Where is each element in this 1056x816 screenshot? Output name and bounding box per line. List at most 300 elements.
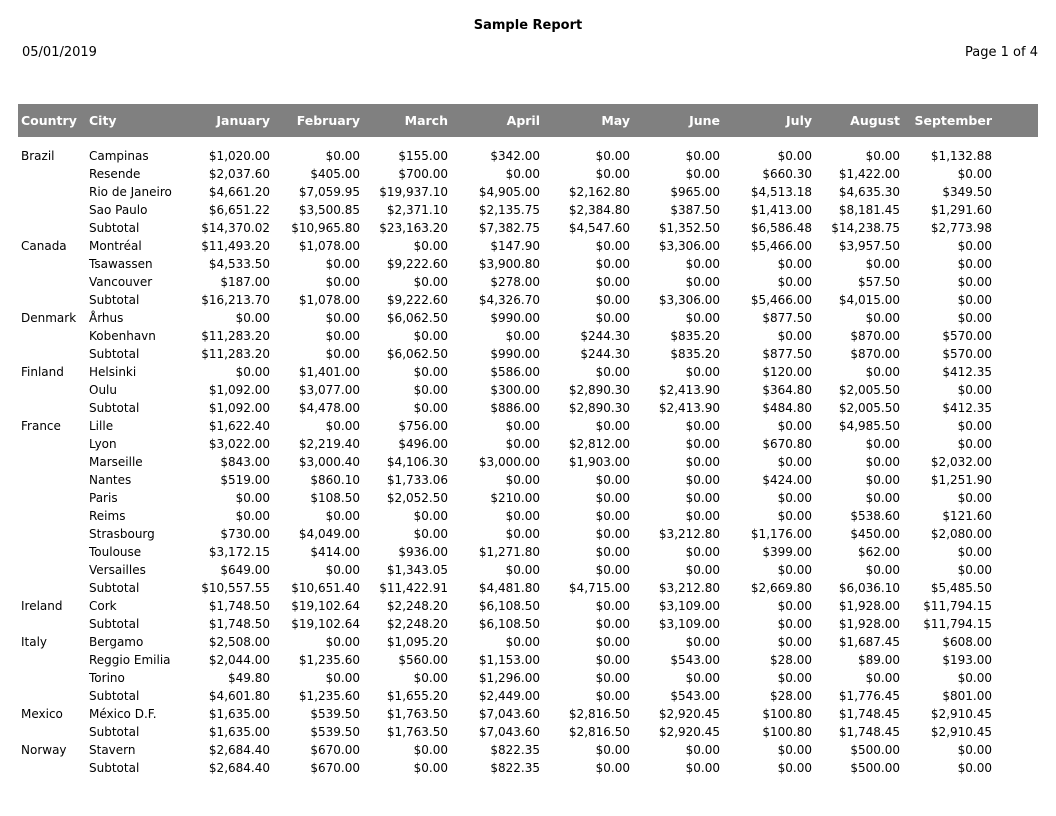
table-row [18, 417, 1038, 435]
value-cell: $0.00 [505, 437, 540, 451]
value-cell: $500.00 [850, 761, 900, 775]
value-cell: $670.00 [310, 761, 360, 775]
column-header-country: Country [18, 104, 86, 137]
country-cell [18, 687, 86, 705]
value-cell: $1,095.20 [386, 635, 448, 649]
value-cell: $342.00 [490, 149, 540, 163]
table-row [18, 543, 1038, 561]
value-cell: $0.00 [777, 491, 812, 505]
value-cell: $822.35 [490, 761, 540, 775]
column-header-july: July [722, 104, 814, 137]
value-cell: $2,248.20 [386, 617, 448, 631]
value-cell: $10,557.55 [201, 581, 270, 595]
value-cell: $539.50 [310, 725, 360, 739]
column-header-january: January [180, 104, 272, 137]
value-cell: $0.00 [957, 545, 992, 559]
value-cell: $0.00 [685, 419, 720, 433]
value-cell: $0.00 [957, 491, 992, 505]
value-cell: $0.00 [685, 671, 720, 685]
value-cell: $756.00 [398, 419, 448, 433]
value-cell: $0.00 [777, 275, 812, 289]
value-cell: $0.00 [777, 329, 812, 343]
value-cell: $62.00 [858, 545, 900, 559]
value-cell: $9,222.60 [386, 257, 448, 271]
city-cell: Campinas [89, 149, 149, 163]
value-cell: $0.00 [865, 473, 900, 487]
value-cell: $414.00 [310, 545, 360, 559]
value-cell: $0.00 [685, 149, 720, 163]
value-cell: $3,109.00 [658, 599, 720, 613]
table-row [18, 687, 1038, 705]
country-cell [18, 489, 86, 507]
value-cell: $0.00 [325, 509, 360, 523]
value-cell: $28.00 [770, 653, 812, 667]
value-cell: $0.00 [595, 491, 630, 505]
value-cell: $0.00 [685, 743, 720, 757]
value-cell: $0.00 [595, 635, 630, 649]
value-cell: $6,108.50 [478, 599, 540, 613]
value-cell: $3,306.00 [658, 293, 720, 307]
value-cell: $0.00 [957, 239, 992, 253]
column-header-city: City [86, 104, 180, 137]
value-cell: $3,077.00 [298, 383, 360, 397]
value-cell: $3,212.80 [658, 581, 720, 595]
table-row [18, 183, 1038, 201]
value-cell: $4,049.00 [298, 527, 360, 541]
value-cell: $519.00 [220, 473, 270, 487]
value-cell: $835.20 [670, 347, 720, 361]
value-cell: $0.00 [505, 419, 540, 433]
value-cell: $11,794.15 [923, 617, 992, 631]
value-cell: $0.00 [777, 563, 812, 577]
value-cell: $19,102.64 [291, 617, 360, 631]
value-cell: $0.00 [865, 491, 900, 505]
value-cell: $89.00 [858, 653, 900, 667]
value-cell: $1,092.00 [208, 383, 270, 397]
table-row [18, 453, 1038, 471]
value-cell: $2,032.00 [930, 455, 992, 469]
value-cell: $2,080.00 [930, 527, 992, 541]
value-cell: $0.00 [595, 563, 630, 577]
page-title: Sample Report [473, 18, 583, 33]
value-cell: $1,251.90 [930, 473, 992, 487]
table-row [18, 561, 1038, 579]
table-body [18, 137, 1038, 777]
table-row [18, 705, 1038, 723]
value-cell: $1,352.50 [658, 221, 720, 235]
value-cell: $0.00 [325, 671, 360, 685]
value-cell: $155.00 [398, 149, 448, 163]
value-cell: $1,235.60 [298, 653, 360, 667]
value-cell: $496.00 [398, 437, 448, 451]
city-cell: Versailles [89, 563, 146, 577]
country-cell [18, 399, 86, 417]
value-cell: $3,212.80 [658, 527, 720, 541]
value-cell: $28.00 [770, 689, 812, 703]
value-cell: $539.50 [310, 707, 360, 721]
value-cell: $0.00 [865, 149, 900, 163]
value-cell: $1,235.60 [298, 689, 360, 703]
value-cell: $9,222.60 [386, 293, 448, 307]
value-cell: $0.00 [413, 761, 448, 775]
page-number: Page 1 of 4 [965, 45, 1038, 60]
value-cell: $0.00 [505, 635, 540, 649]
value-cell: $2,005.50 [838, 401, 900, 415]
country-cell [18, 219, 86, 237]
value-cell: $0.00 [595, 509, 630, 523]
value-cell: $1,132.88 [930, 149, 992, 163]
value-cell: $886.00 [490, 401, 540, 415]
value-cell: $0.00 [685, 455, 720, 469]
value-cell: $0.00 [957, 743, 992, 757]
value-cell: $608.00 [942, 635, 992, 649]
value-cell: $1,733.06 [386, 473, 448, 487]
value-cell: $543.00 [670, 689, 720, 703]
value-cell: $2,890.30 [568, 401, 630, 415]
table-row [18, 327, 1038, 345]
value-cell: $0.00 [413, 401, 448, 415]
country-cell [18, 183, 86, 201]
value-cell: $19,102.64 [291, 599, 360, 613]
city-cell: Subtotal [89, 689, 140, 703]
value-cell: $0.00 [413, 383, 448, 397]
city-cell: Kobenhavn [89, 329, 156, 343]
value-cell: $0.00 [865, 257, 900, 271]
value-cell: $0.00 [777, 743, 812, 757]
value-cell: $0.00 [595, 653, 630, 667]
city-cell: Subtotal [89, 581, 140, 595]
country-cell [18, 759, 86, 777]
value-cell: $2,508.00 [208, 635, 270, 649]
value-cell: $5,466.00 [750, 293, 812, 307]
country-cell: Finland [21, 365, 64, 379]
value-cell: $877.50 [762, 347, 812, 361]
value-cell: $1,078.00 [298, 239, 360, 253]
country-cell [18, 327, 86, 345]
value-cell: $0.00 [325, 635, 360, 649]
value-cell: $4,547.60 [568, 221, 630, 235]
value-cell: $4,635.30 [838, 185, 900, 199]
city-cell: Sao Paulo [89, 203, 148, 217]
value-cell: $1,928.00 [838, 599, 900, 613]
city-cell: Nantes [89, 473, 132, 487]
value-cell: $1,903.00 [568, 455, 630, 469]
value-cell: $193.00 [942, 653, 992, 667]
city-cell: Subtotal [89, 761, 140, 775]
value-cell: $0.00 [777, 149, 812, 163]
value-cell: $2,371.10 [386, 203, 448, 217]
value-cell: $730.00 [220, 527, 270, 541]
value-cell: $1,763.50 [386, 725, 448, 739]
value-cell: $2,812.00 [568, 437, 630, 451]
value-cell: $0.00 [685, 473, 720, 487]
table-row [18, 237, 1038, 255]
value-cell: $0.00 [595, 239, 630, 253]
value-cell: $870.00 [850, 347, 900, 361]
value-cell: $0.00 [413, 509, 448, 523]
table-row [18, 219, 1038, 237]
value-cell: $2,413.90 [658, 383, 720, 397]
value-cell: $700.00 [398, 167, 448, 181]
table-row [18, 507, 1038, 525]
value-cell: $405.00 [310, 167, 360, 181]
value-cell: $399.00 [762, 545, 812, 559]
value-cell: $538.60 [850, 509, 900, 523]
value-cell: $0.00 [595, 293, 630, 307]
value-cell: $0.00 [957, 311, 992, 325]
value-cell: $1,401.00 [298, 365, 360, 379]
value-cell: $0.00 [413, 239, 448, 253]
table-row [18, 435, 1038, 453]
table-row [18, 309, 1038, 327]
value-cell: $843.00 [220, 455, 270, 469]
value-cell: $0.00 [595, 617, 630, 631]
city-cell: Cork [89, 599, 117, 613]
country-cell [18, 525, 86, 543]
value-cell: $0.00 [413, 329, 448, 343]
city-cell: Subtotal [89, 347, 140, 361]
value-cell: $244.30 [580, 347, 630, 361]
country-cell [18, 345, 86, 363]
value-cell: $1,635.00 [208, 707, 270, 721]
value-cell: $3,306.00 [658, 239, 720, 253]
value-cell: $4,661.20 [208, 185, 270, 199]
value-cell: $11,283.20 [201, 329, 270, 343]
value-cell: $3,109.00 [658, 617, 720, 631]
table-row [18, 723, 1038, 741]
country-cell: Brazil [21, 149, 55, 163]
column-header-may: May [542, 104, 632, 137]
value-cell: $4,326.70 [478, 293, 540, 307]
country-cell: Canada [21, 239, 67, 253]
value-cell: $11,283.20 [201, 347, 270, 361]
table-row [18, 579, 1038, 597]
value-cell: $0.00 [777, 671, 812, 685]
country-cell [18, 471, 86, 489]
table-row [18, 399, 1038, 417]
value-cell: $1,776.45 [838, 689, 900, 703]
value-cell: $0.00 [957, 671, 992, 685]
value-cell: $0.00 [325, 329, 360, 343]
table-row [18, 615, 1038, 633]
value-cell: $210.00 [490, 491, 540, 505]
value-cell: $0.00 [595, 275, 630, 289]
value-cell: $7,382.75 [478, 221, 540, 235]
value-cell: $0.00 [865, 437, 900, 451]
value-cell: $57.50 [858, 275, 900, 289]
value-cell: $4,481.80 [478, 581, 540, 595]
value-cell: $0.00 [685, 563, 720, 577]
value-cell: $860.10 [310, 473, 360, 487]
city-cell: Marseille [89, 455, 143, 469]
city-cell: Vancouver [89, 275, 153, 289]
value-cell: $560.00 [398, 653, 448, 667]
value-cell: $0.00 [505, 329, 540, 343]
table-row [18, 255, 1038, 273]
value-cell: $1,928.00 [838, 617, 900, 631]
table-header-row [18, 104, 1038, 137]
value-cell: $0.00 [777, 257, 812, 271]
value-cell: $7,043.60 [478, 725, 540, 739]
value-cell: $2,052.50 [386, 491, 448, 505]
value-cell: $6,108.50 [478, 617, 540, 631]
value-cell: $23,163.20 [379, 221, 448, 235]
value-cell: $300.00 [490, 383, 540, 397]
value-cell: $2,044.00 [208, 653, 270, 667]
value-cell: $4,985.50 [838, 419, 900, 433]
value-cell: $2,413.90 [658, 401, 720, 415]
value-cell: $0.00 [325, 257, 360, 271]
value-cell: $0.00 [685, 365, 720, 379]
table-row [18, 345, 1038, 363]
city-cell: Rio de Janeiro [89, 185, 172, 199]
value-cell: $3,172.15 [208, 545, 270, 559]
table-row [18, 669, 1038, 687]
value-cell: $0.00 [595, 167, 630, 181]
value-cell: $0.00 [865, 563, 900, 577]
value-cell: $0.00 [505, 563, 540, 577]
value-cell: $965.00 [670, 185, 720, 199]
value-cell: $0.00 [685, 545, 720, 559]
city-cell: Oulu [89, 383, 117, 397]
value-cell: $0.00 [685, 437, 720, 451]
country-cell: Mexico [21, 707, 63, 721]
value-cell: $6,036.10 [838, 581, 900, 595]
value-cell: $0.00 [325, 419, 360, 433]
value-cell: $100.80 [762, 707, 812, 721]
value-cell: $0.00 [685, 167, 720, 181]
value-cell: $0.00 [325, 347, 360, 361]
city-cell: Resende [89, 167, 141, 181]
value-cell: $500.00 [850, 743, 900, 757]
value-cell: $0.00 [777, 599, 812, 613]
table-row [18, 291, 1038, 309]
city-cell: Lyon [89, 437, 117, 451]
value-cell: $10,965.80 [291, 221, 360, 235]
value-cell: $2,219.40 [298, 437, 360, 451]
city-cell: Stavern [89, 743, 136, 757]
table-row [18, 381, 1038, 399]
value-cell: $5,485.50 [930, 581, 992, 595]
value-cell: $100.80 [762, 725, 812, 739]
value-cell: $1,296.00 [478, 671, 540, 685]
country-cell [18, 669, 86, 687]
value-cell: $0.00 [685, 257, 720, 271]
value-cell: $0.00 [505, 167, 540, 181]
value-cell: $1,748.50 [208, 599, 270, 613]
country-cell [18, 201, 86, 219]
value-cell: $1,635.00 [208, 725, 270, 739]
value-cell: $1,271.80 [478, 545, 540, 559]
value-cell: $6,062.50 [386, 347, 448, 361]
table-row [18, 273, 1038, 291]
value-cell: $670.00 [310, 743, 360, 757]
value-cell: $0.00 [595, 311, 630, 325]
table-row [18, 489, 1038, 507]
value-cell: $4,513.18 [750, 185, 812, 199]
value-cell: $1,748.45 [838, 725, 900, 739]
value-cell: $0.00 [685, 311, 720, 325]
value-cell: $0.00 [595, 365, 630, 379]
value-cell: $0.00 [777, 761, 812, 775]
value-cell: $6,651.22 [208, 203, 270, 217]
country-cell [18, 543, 86, 561]
value-cell: $1,176.00 [750, 527, 812, 541]
value-cell: $19,937.10 [379, 185, 448, 199]
value-cell: $0.00 [505, 527, 540, 541]
value-cell: $0.00 [595, 419, 630, 433]
value-cell: $0.00 [865, 671, 900, 685]
country-cell [18, 651, 86, 669]
value-cell: $586.00 [490, 365, 540, 379]
column-header-april: April [450, 104, 542, 137]
column-header-february: February [272, 104, 362, 137]
value-cell: $660.30 [762, 167, 812, 181]
table-row [18, 651, 1038, 669]
value-cell: $0.00 [957, 761, 992, 775]
value-cell: $0.00 [957, 293, 992, 307]
value-cell: $4,905.00 [478, 185, 540, 199]
value-cell: $0.00 [865, 365, 900, 379]
table-row [18, 525, 1038, 543]
city-cell: Bergamo [89, 635, 144, 649]
value-cell: $1,413.00 [750, 203, 812, 217]
value-cell: $0.00 [595, 473, 630, 487]
value-cell: $1,763.50 [386, 707, 448, 721]
value-cell: $4,106.30 [386, 455, 448, 469]
value-cell: $2,384.80 [568, 203, 630, 217]
value-cell: $0.00 [957, 383, 992, 397]
value-cell: $0.00 [595, 149, 630, 163]
value-cell: $0.00 [595, 527, 630, 541]
country-cell [18, 255, 86, 273]
report-table [18, 104, 1038, 777]
country-cell: Italy [21, 635, 48, 649]
country-cell [18, 723, 86, 741]
value-cell: $2,890.30 [568, 383, 630, 397]
value-cell: $0.00 [413, 527, 448, 541]
value-cell: $1,092.00 [208, 401, 270, 415]
value-cell: $0.00 [505, 509, 540, 523]
city-cell: Torino [89, 671, 125, 685]
city-cell: Subtotal [89, 617, 140, 631]
value-cell: $0.00 [235, 509, 270, 523]
value-cell: $2,910.45 [930, 707, 992, 721]
city-cell: Montréal [89, 239, 142, 253]
value-cell: $4,715.00 [568, 581, 630, 595]
value-cell: $2,684.40 [208, 743, 270, 757]
value-cell: $147.90 [490, 239, 540, 253]
value-cell: $2,920.45 [658, 707, 720, 721]
country-cell: Ireland [21, 599, 63, 613]
value-cell: $835.20 [670, 329, 720, 343]
value-cell: $11,493.20 [201, 239, 270, 253]
country-cell [18, 615, 86, 633]
column-header-june: June [632, 104, 722, 137]
value-cell: $0.00 [413, 743, 448, 757]
city-cell: Paris [89, 491, 118, 505]
country-cell [18, 435, 86, 453]
value-cell: $0.00 [957, 257, 992, 271]
value-cell: $0.00 [777, 617, 812, 631]
column-header-august: August [814, 104, 902, 137]
table-row [18, 759, 1038, 777]
table-row [18, 471, 1038, 489]
value-cell: $412.35 [942, 401, 992, 415]
value-cell: $6,586.48 [750, 221, 812, 235]
value-cell: $412.35 [942, 365, 992, 379]
value-cell: $822.35 [490, 743, 540, 757]
